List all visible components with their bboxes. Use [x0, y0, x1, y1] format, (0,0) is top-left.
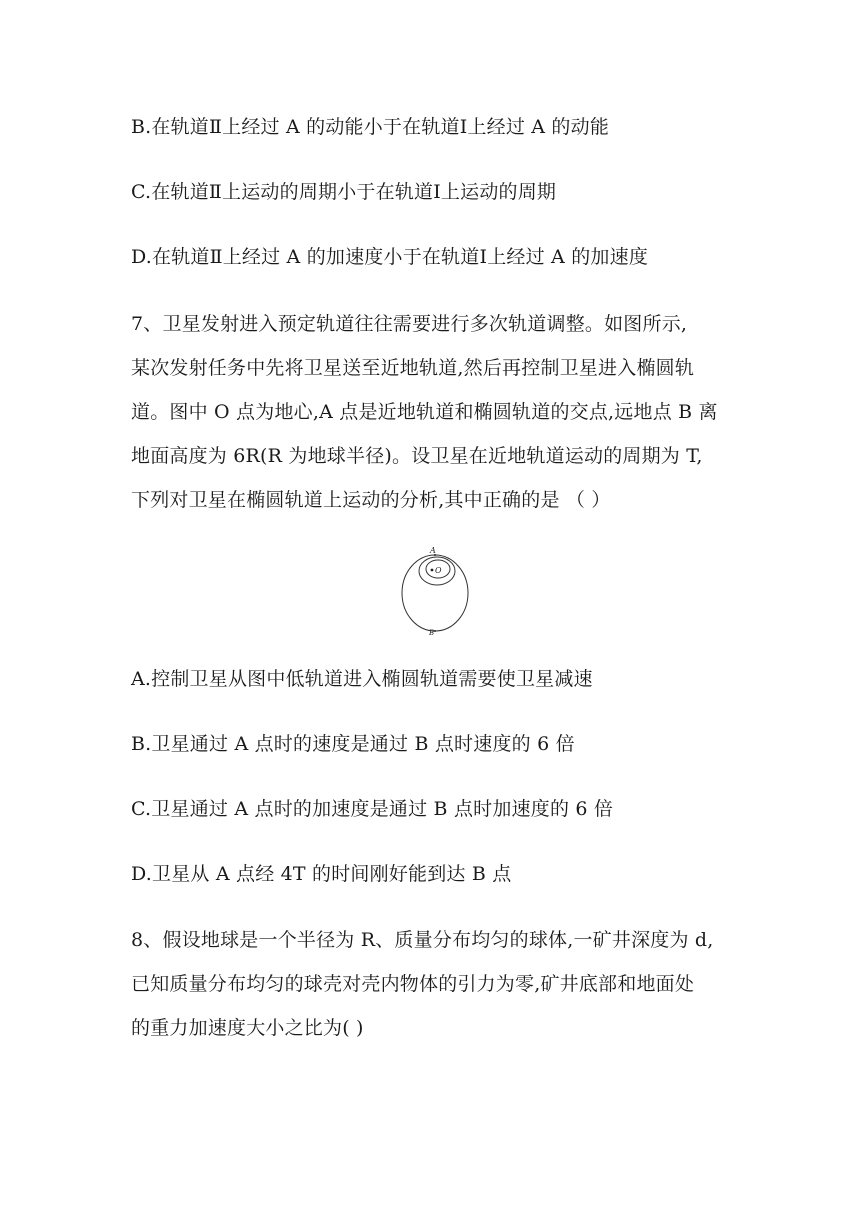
point-b-dot	[434, 630, 436, 632]
label-b: B	[429, 629, 435, 636]
q7-option-a: A.控制卫星从图中低轨道进入椭圆轨道需要使卫星减速	[131, 668, 593, 690]
center-o-dot	[431, 569, 434, 572]
q7-option-c: C.卫星通过 A 点时的加速度是通过 B 点时加速度的 6 倍	[131, 798, 614, 820]
orbit-diagram	[395, 546, 475, 636]
q8-stem	[131, 918, 736, 1050]
q7-stem-line: 某次发射任务中先将卫星送至近地轨道,然后再控制卫星进入椭圆轨	[131, 357, 695, 379]
q7-option-b: B.卫星通过 A 点时的速度是通过 B 点时速度的 6 倍	[131, 733, 575, 755]
q6-option-d: D.在轨道Ⅱ上经过 A 的加速度小于在轨道Ⅰ上经过 A 的加速度	[131, 246, 649, 268]
label-a: A	[430, 546, 436, 555]
q6-option-c: C.在轨道Ⅱ上运动的周期小于在轨道Ⅰ上运动的周期	[131, 181, 557, 203]
q7-stem	[131, 302, 736, 522]
q8-stem-line: 8、假设地球是一个半径为 R、质量分布均匀的球体,一矿井深度为 d,	[131, 929, 714, 951]
q7-stem-line: 7、卫星发射进入预定轨道往往需要进行多次轨道调整。如图所示,	[131, 313, 688, 335]
label-o: O	[435, 566, 442, 575]
q7-stem-line: 道。图中 O 点为地心,A 点是近地轨道和椭圆轨道的交点,远地点 B 离	[131, 401, 718, 423]
q7-stem-line: 地面高度为 6R(R 为地球半径)。设卫星在近地轨道运动的周期为 T,	[131, 445, 703, 467]
q8-stem-line: 的重力加速度大小之比为( )	[131, 1017, 364, 1039]
q8-stem-line: 已知质量分布均匀的球壳对壳内物体的引力为零,矿井底部和地面处	[131, 973, 695, 995]
q7-option-d: D.卫星从 A 点经 4T 的时间刚好能到达 B 点	[131, 863, 512, 885]
q7-stem-line: 下列对卫星在椭圆轨道上运动的分析,其中正确的是 （ ）	[131, 489, 611, 511]
q6-option-b: B.在轨道Ⅱ上经过 A 的动能小于在轨道Ⅰ上经过 A 的动能	[131, 116, 610, 138]
